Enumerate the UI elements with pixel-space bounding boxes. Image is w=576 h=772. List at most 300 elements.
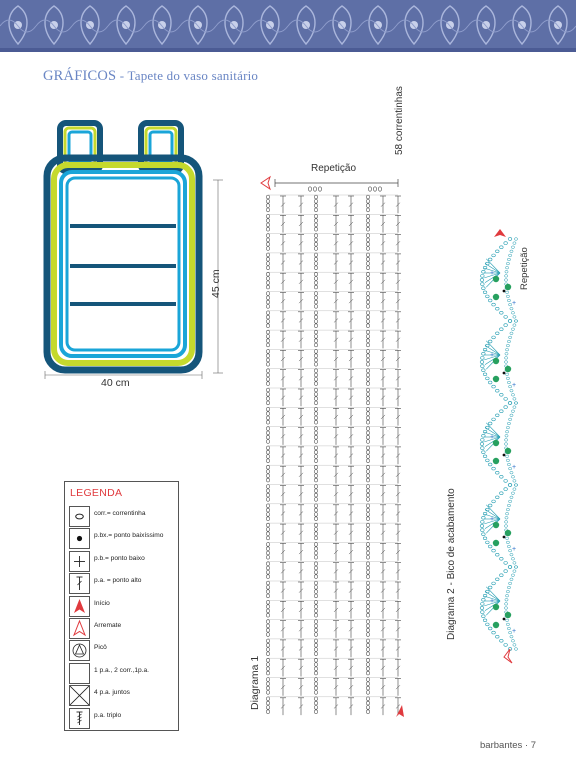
chain-oval bbox=[267, 440, 270, 444]
chain-oval bbox=[373, 187, 376, 191]
legend-item bbox=[65, 706, 178, 729]
chain-oval bbox=[267, 701, 270, 705]
chain-oval bbox=[267, 320, 270, 324]
chain-oval bbox=[267, 272, 270, 276]
single-crochet-plus: + bbox=[512, 300, 517, 307]
chain-oval bbox=[367, 277, 370, 281]
chain-oval bbox=[481, 439, 485, 442]
chain-oval bbox=[315, 427, 318, 431]
triple-crochet-icon bbox=[69, 708, 90, 729]
picot-icon bbox=[505, 284, 511, 290]
chain-oval bbox=[315, 613, 318, 617]
chain-oval bbox=[367, 600, 370, 604]
chain-oval bbox=[488, 627, 492, 630]
chain-oval bbox=[367, 706, 370, 710]
legend-item-label: p.a. = ponto alto bbox=[94, 577, 142, 585]
chain-oval bbox=[495, 250, 499, 253]
chain-oval bbox=[506, 459, 509, 462]
chain-oval bbox=[267, 300, 270, 304]
chain-oval bbox=[367, 223, 370, 227]
legend-item bbox=[65, 683, 178, 706]
chain-oval bbox=[267, 643, 270, 647]
chain-oval bbox=[267, 208, 270, 212]
chain-oval bbox=[267, 628, 270, 632]
chain-oval bbox=[367, 624, 370, 628]
picot-icon bbox=[505, 612, 511, 618]
chain-oval bbox=[367, 555, 370, 559]
chain-oval bbox=[315, 605, 318, 609]
chain-oval bbox=[367, 455, 370, 459]
chain-oval bbox=[513, 644, 516, 647]
chain-oval bbox=[267, 455, 270, 459]
chain-oval bbox=[486, 377, 490, 380]
chain-oval bbox=[267, 667, 270, 671]
chain-oval bbox=[367, 204, 370, 208]
start-arrow-icon bbox=[494, 229, 506, 237]
chain-oval bbox=[482, 369, 486, 372]
chain-oval bbox=[267, 450, 270, 454]
chain-oval bbox=[367, 343, 370, 347]
chain-oval bbox=[267, 234, 270, 238]
chain-oval bbox=[315, 658, 318, 662]
picot-icon bbox=[493, 540, 499, 546]
chain-oval bbox=[500, 246, 504, 249]
chain-oval bbox=[267, 285, 270, 289]
legend-item-label: Início bbox=[94, 599, 110, 607]
chain-oval bbox=[505, 357, 508, 360]
chain-oval bbox=[510, 471, 513, 474]
chain-oval bbox=[504, 525, 507, 528]
chain-oval bbox=[511, 640, 514, 643]
chain-oval bbox=[495, 414, 499, 417]
chain-oval bbox=[367, 330, 370, 334]
page-footer: barbantes · 7 bbox=[480, 740, 536, 751]
chain-oval bbox=[367, 407, 370, 411]
chain-oval bbox=[367, 671, 370, 675]
chain-oval bbox=[267, 485, 270, 489]
chain-oval bbox=[267, 358, 270, 362]
legend-item bbox=[65, 638, 178, 661]
chain-oval bbox=[315, 416, 318, 420]
chain-oval bbox=[367, 478, 370, 482]
single-crochet-plus: + bbox=[512, 382, 517, 389]
chain-oval bbox=[267, 446, 270, 450]
chain-oval bbox=[505, 435, 508, 438]
chain-oval bbox=[315, 292, 318, 296]
chain-oval bbox=[315, 253, 318, 257]
chain-oval bbox=[267, 253, 270, 257]
chain-oval bbox=[315, 450, 318, 454]
chain-oval bbox=[504, 242, 508, 245]
chain-oval bbox=[267, 585, 270, 589]
chain-oval bbox=[367, 369, 370, 373]
chain-oval bbox=[492, 549, 496, 552]
chain-oval bbox=[367, 431, 370, 435]
chain-oval bbox=[495, 389, 499, 392]
chain-oval bbox=[367, 420, 370, 424]
chain-oval bbox=[509, 582, 512, 585]
chain-oval bbox=[367, 547, 370, 551]
chain-oval bbox=[500, 393, 504, 396]
chain-oval bbox=[504, 398, 508, 401]
chain-oval bbox=[510, 496, 513, 499]
x-square-icon bbox=[69, 685, 90, 706]
chain-oval bbox=[486, 459, 490, 462]
chain-oval bbox=[506, 262, 509, 265]
chain-oval bbox=[505, 373, 508, 376]
chain-oval bbox=[315, 652, 318, 656]
chain-oval bbox=[483, 373, 487, 376]
chain-oval bbox=[267, 214, 270, 218]
chain-oval bbox=[315, 362, 318, 366]
chain-oval bbox=[367, 320, 370, 324]
chain-oval bbox=[315, 373, 318, 377]
chain-oval bbox=[492, 582, 496, 585]
chain-oval bbox=[267, 195, 270, 199]
chain-oval bbox=[367, 311, 370, 315]
chain-oval bbox=[505, 348, 508, 351]
chain-oval bbox=[315, 639, 318, 643]
chain-oval bbox=[482, 533, 486, 536]
chain-oval bbox=[511, 558, 514, 561]
chain-oval bbox=[508, 566, 512, 569]
picot-icon bbox=[493, 622, 499, 628]
chain-oval bbox=[513, 398, 516, 401]
chain-oval bbox=[315, 214, 318, 218]
chain-oval bbox=[488, 381, 492, 384]
diagram-2-chart bbox=[470, 225, 540, 665]
chain-oval bbox=[267, 652, 270, 656]
chain-oval bbox=[367, 227, 370, 231]
chain-oval bbox=[481, 447, 485, 450]
chain-oval bbox=[481, 603, 485, 606]
chain-oval bbox=[315, 620, 318, 624]
chain-oval bbox=[315, 300, 318, 304]
chain-oval bbox=[267, 373, 270, 377]
slip-stitch-dot bbox=[503, 290, 506, 293]
chain-oval bbox=[486, 623, 490, 626]
chain-oval bbox=[267, 407, 270, 411]
chain-oval bbox=[509, 500, 512, 503]
chain-oval bbox=[267, 305, 270, 309]
chain-oval bbox=[500, 328, 504, 331]
chain-oval bbox=[267, 257, 270, 261]
chain-oval bbox=[367, 489, 370, 493]
chain-oval bbox=[367, 427, 370, 431]
chain-oval bbox=[367, 648, 370, 652]
chain-oval bbox=[508, 320, 512, 323]
picot-icon bbox=[493, 294, 499, 300]
chain-oval bbox=[267, 227, 270, 231]
chain-oval bbox=[514, 320, 517, 323]
end-arrow-icon bbox=[396, 705, 404, 717]
chain-oval bbox=[315, 594, 318, 598]
chain-oval bbox=[315, 633, 318, 637]
banner-pattern bbox=[0, 0, 576, 52]
chain-oval bbox=[505, 512, 508, 515]
chain-oval bbox=[514, 566, 517, 569]
chain-oval bbox=[267, 311, 270, 315]
chain-oval bbox=[495, 307, 499, 310]
chain-oval bbox=[505, 594, 508, 597]
chain-oval bbox=[315, 585, 318, 589]
chain-oval bbox=[514, 648, 517, 651]
chain-oval bbox=[267, 262, 270, 266]
chain-oval bbox=[267, 663, 270, 667]
chain-oval bbox=[267, 517, 270, 521]
chain-oval bbox=[315, 663, 318, 667]
picot-icon bbox=[493, 376, 499, 382]
chain-oval bbox=[267, 362, 270, 366]
chain-oval bbox=[367, 377, 370, 381]
chain-oval bbox=[267, 633, 270, 637]
chain-oval bbox=[315, 562, 318, 566]
chain-oval bbox=[267, 377, 270, 381]
chain-oval bbox=[315, 330, 318, 334]
chain-oval bbox=[367, 686, 370, 690]
chain-oval bbox=[367, 296, 370, 300]
chain-oval bbox=[315, 266, 318, 270]
chain-oval bbox=[267, 281, 270, 285]
chain-oval bbox=[511, 394, 514, 397]
blank-square-icon bbox=[69, 663, 90, 684]
chain-oval bbox=[315, 459, 318, 463]
chain-oval bbox=[367, 412, 370, 416]
chain-oval bbox=[267, 204, 270, 208]
chain-oval bbox=[505, 266, 508, 269]
legend-item bbox=[65, 571, 178, 594]
chain-oval bbox=[509, 418, 512, 421]
chain-oval-icon bbox=[69, 506, 90, 527]
chain-oval bbox=[492, 418, 496, 421]
chain-oval bbox=[507, 586, 510, 589]
diagram-2-repeat-label: Repetição bbox=[519, 247, 530, 290]
chain-oval bbox=[514, 238, 517, 241]
chain-oval bbox=[367, 504, 370, 508]
chain-oval bbox=[267, 678, 270, 682]
slip-stitch-dot bbox=[503, 454, 506, 457]
picot-icon bbox=[69, 640, 90, 661]
chain-oval bbox=[315, 555, 318, 559]
chain-oval bbox=[367, 562, 370, 566]
chain-oval bbox=[367, 585, 370, 589]
chain-oval bbox=[367, 305, 370, 309]
chain-oval bbox=[510, 250, 513, 253]
chain-oval bbox=[367, 701, 370, 705]
chain-oval bbox=[267, 590, 270, 594]
chain-oval bbox=[267, 330, 270, 334]
chain-oval bbox=[492, 336, 496, 339]
legend-item bbox=[65, 661, 178, 684]
chain-oval bbox=[315, 551, 318, 555]
chain-oval bbox=[508, 484, 512, 487]
chain-oval bbox=[367, 214, 370, 218]
chain-oval bbox=[267, 242, 270, 246]
chain-oval bbox=[367, 474, 370, 478]
chain-oval bbox=[510, 578, 513, 581]
chain-oval bbox=[267, 412, 270, 416]
chain-oval bbox=[513, 562, 516, 565]
chain-oval bbox=[367, 234, 370, 238]
chain-oval bbox=[481, 365, 485, 368]
finish-red-arrow-icon bbox=[69, 618, 90, 639]
width-dimension-label: 40 cm bbox=[101, 377, 130, 389]
chain-oval bbox=[315, 528, 318, 532]
chain-oval bbox=[315, 262, 318, 266]
chain-oval bbox=[480, 525, 484, 528]
chain-oval bbox=[495, 553, 499, 556]
chain-oval bbox=[510, 307, 513, 310]
chain-oval bbox=[315, 710, 318, 714]
chain-oval bbox=[504, 279, 507, 282]
chain-oval bbox=[486, 295, 490, 298]
chain-oval bbox=[315, 315, 318, 319]
chain-oval bbox=[315, 431, 318, 435]
chain-oval bbox=[315, 377, 318, 381]
chain-oval bbox=[367, 219, 370, 223]
single-crochet-plus: + bbox=[490, 270, 495, 277]
chain-oval bbox=[267, 489, 270, 493]
chain-oval bbox=[481, 529, 485, 532]
chain-oval bbox=[315, 513, 318, 517]
slip-stitch-dot bbox=[503, 536, 506, 539]
chain-oval bbox=[367, 388, 370, 392]
chain-oval bbox=[315, 219, 318, 223]
chain-oval bbox=[504, 644, 508, 647]
chain-oval bbox=[315, 581, 318, 585]
chain-oval bbox=[511, 492, 514, 495]
chain-oval bbox=[267, 382, 270, 386]
chain-oval bbox=[507, 381, 510, 384]
chain-oval bbox=[267, 523, 270, 527]
chain-oval bbox=[267, 513, 270, 517]
chain-oval bbox=[367, 253, 370, 257]
chain-oval bbox=[367, 517, 370, 521]
chain-oval bbox=[367, 257, 370, 261]
chain-oval bbox=[504, 443, 507, 446]
chain-oval bbox=[367, 262, 370, 266]
chain-oval bbox=[367, 465, 370, 469]
legend-item-label: 1 p.a., 2 corr.,1p.a. bbox=[94, 666, 149, 674]
chain-oval bbox=[315, 504, 318, 508]
chain-oval bbox=[267, 532, 270, 536]
chain-oval bbox=[483, 537, 487, 540]
chain-oval bbox=[511, 476, 514, 479]
chain-oval bbox=[367, 697, 370, 701]
chain-oval bbox=[315, 536, 318, 540]
chain-oval bbox=[495, 496, 499, 499]
legend-item-label: p.bx.= ponto baixíssimo bbox=[94, 532, 164, 540]
chain-oval bbox=[315, 234, 318, 238]
chain-oval bbox=[267, 470, 270, 474]
chain-oval bbox=[267, 247, 270, 251]
chain-oval bbox=[492, 631, 496, 634]
chain-oval bbox=[367, 508, 370, 512]
chain-oval bbox=[267, 292, 270, 296]
chain-oval bbox=[267, 547, 270, 551]
chain-oval bbox=[507, 299, 510, 302]
chain-oval bbox=[495, 332, 499, 335]
chain-oval bbox=[367, 643, 370, 647]
picot-icon bbox=[505, 448, 511, 454]
chain-oval bbox=[267, 686, 270, 690]
single-crochet-plus: + bbox=[512, 546, 517, 553]
chain-oval bbox=[315, 678, 318, 682]
chain-oval bbox=[483, 619, 487, 622]
chain-oval bbox=[495, 635, 499, 638]
chain-oval bbox=[504, 406, 508, 409]
chain-oval bbox=[483, 455, 487, 458]
chain-oval bbox=[315, 543, 318, 547]
start-red-arrow-icon bbox=[69, 596, 90, 617]
chain-oval bbox=[504, 562, 508, 565]
chain-oval bbox=[481, 521, 485, 524]
chain-oval bbox=[367, 663, 370, 667]
chain-oval bbox=[500, 557, 504, 560]
page-title-sub: Tapete do vaso sanitário bbox=[127, 68, 259, 83]
legend-item-label: Picô bbox=[94, 644, 107, 652]
chain-oval bbox=[367, 292, 370, 296]
chain-oval bbox=[492, 500, 496, 503]
chain-oval bbox=[482, 451, 486, 454]
chain-oval bbox=[505, 599, 508, 602]
chain-oval bbox=[267, 324, 270, 328]
chain-oval bbox=[315, 238, 318, 242]
chain-oval bbox=[367, 358, 370, 362]
chain-oval bbox=[367, 392, 370, 396]
chain-oval bbox=[488, 340, 492, 343]
chain-oval bbox=[367, 362, 370, 366]
chain-oval bbox=[367, 339, 370, 343]
chain-oval bbox=[511, 246, 514, 249]
chain-oval bbox=[313, 187, 316, 191]
chain-oval bbox=[315, 199, 318, 203]
chain-oval bbox=[315, 204, 318, 208]
chain-oval bbox=[507, 463, 510, 466]
chain-oval bbox=[315, 508, 318, 512]
legend-item bbox=[65, 504, 178, 527]
chain-oval bbox=[367, 543, 370, 547]
rug-illustration bbox=[40, 118, 230, 383]
chain-oval bbox=[267, 504, 270, 508]
chain-oval bbox=[267, 493, 270, 497]
chain-oval bbox=[505, 517, 508, 520]
chain-oval bbox=[504, 316, 508, 319]
chain-oval bbox=[367, 532, 370, 536]
single-crochet-plus-icon bbox=[69, 551, 90, 572]
chain-oval bbox=[315, 446, 318, 450]
chain-oval bbox=[315, 465, 318, 469]
chain-oval bbox=[367, 238, 370, 242]
chain-oval bbox=[315, 682, 318, 686]
chain-oval bbox=[267, 570, 270, 574]
chain-oval bbox=[505, 455, 508, 458]
chain-oval bbox=[267, 401, 270, 405]
chain-oval bbox=[500, 574, 504, 577]
chain-oval bbox=[513, 570, 516, 573]
chain-oval bbox=[367, 581, 370, 585]
chain-oval bbox=[315, 242, 318, 246]
chain-oval bbox=[315, 440, 318, 444]
diagram-1-chain-label: 58 correntinhas bbox=[394, 86, 405, 155]
chain-oval bbox=[267, 266, 270, 270]
chain-oval bbox=[367, 195, 370, 199]
chain-oval bbox=[505, 291, 508, 294]
chain-oval bbox=[481, 611, 485, 614]
chain-oval bbox=[495, 471, 499, 474]
chain-oval bbox=[492, 303, 496, 306]
chain-oval bbox=[267, 459, 270, 463]
